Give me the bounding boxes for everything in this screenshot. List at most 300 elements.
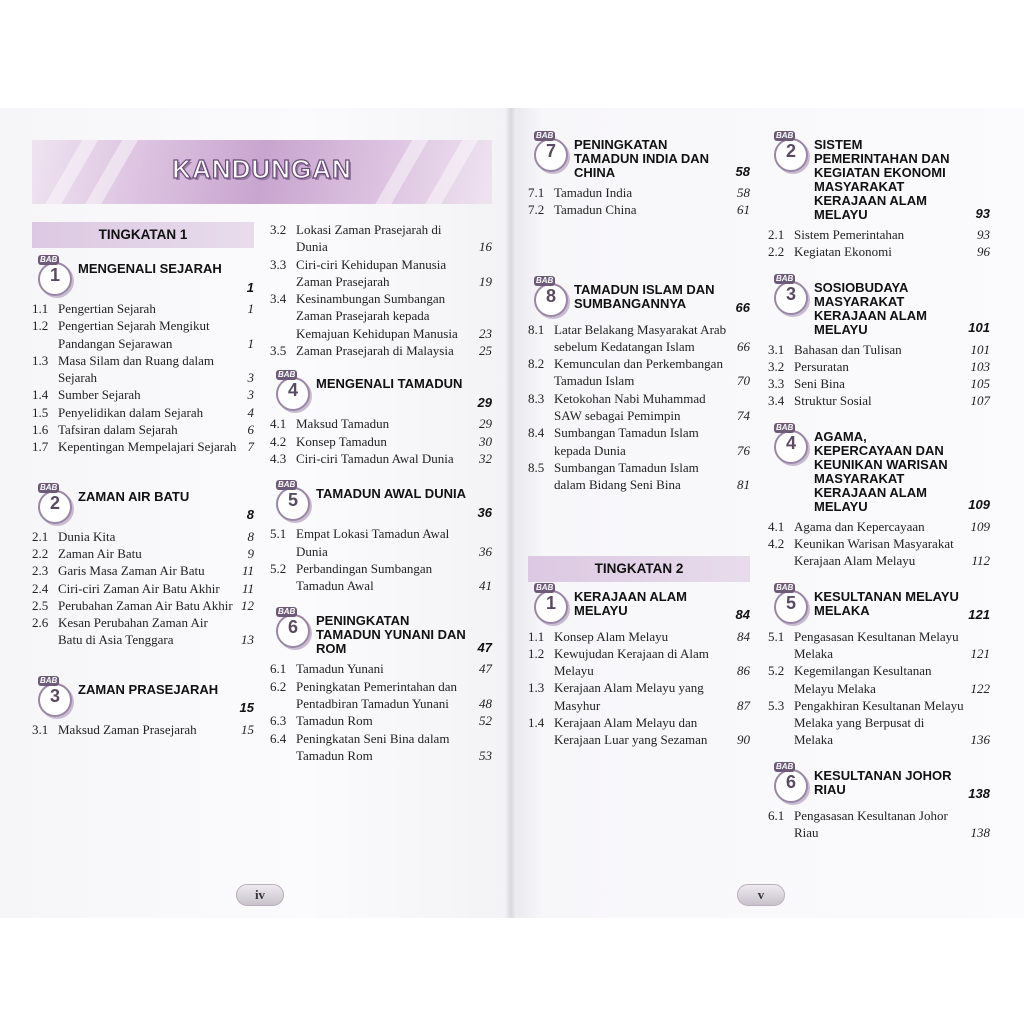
- entry-text: Konsep Alam Melayu: [554, 628, 669, 644]
- entry-page: 30: [479, 433, 492, 449]
- entry-page: 36: [479, 543, 492, 559]
- entry-text: Pengasasan Kesultanan Johor Riau: [794, 807, 948, 841]
- chapter-badge: [38, 675, 72, 717]
- chapter-number: 4: [785, 432, 796, 453]
- toc-entry[interactable]: [768, 226, 990, 243]
- chapter-page: 36: [477, 504, 492, 520]
- toc-column-3: [528, 132, 750, 749]
- entry-number: 8.3: [528, 390, 545, 406]
- chapter-title: MENGENALI SEJARAH: [78, 261, 222, 276]
- chapter-title: SISTEM PEMERINTAHAN DAN KEGIATAN EKONOMI MASYARAKAT KERAJAAN ALAM MELAYU: [814, 137, 950, 222]
- entry-text: Dunia Kita: [58, 528, 116, 544]
- entry-text: Tamadun Rom: [296, 713, 373, 729]
- chapter-title: KESULTANAN JOHOR RIAU: [814, 767, 952, 797]
- chapter-badge: [38, 255, 72, 296]
- toc-entry[interactable]: [528, 184, 750, 201]
- entry-number: 3.1: [768, 341, 785, 357]
- bab-tag: BAB: [40, 255, 58, 264]
- entry-number: 1.1: [32, 301, 49, 316]
- entry-text: Zaman Prasejarah di Malaysia: [296, 343, 454, 359]
- entry-number: 6.3: [270, 713, 287, 729]
- entry-text: Kesinambungan Sumbangan Zaman Prasejarah kepada Kemajuan Kehidupan Manusia: [296, 291, 458, 341]
- chapter-title: ZAMAN PRASEJARAH: [78, 681, 219, 697]
- level-heading: TINGKATAN 2: [528, 556, 750, 582]
- chapter-page: 138: [968, 786, 990, 802]
- page-title: KANDUNGAN: [172, 154, 352, 184]
- chapter-heading: [768, 424, 990, 514]
- toc-entry[interactable]: [32, 421, 254, 438]
- chapter-heading: [528, 584, 750, 624]
- entry-number: 8.2: [528, 356, 545, 372]
- entry-page: 41: [479, 578, 492, 594]
- entry-number: 1.5: [32, 404, 49, 420]
- chapter-page: 47: [477, 640, 492, 656]
- entry-text: Masa Silam dan Ruang dalam Sejarah: [58, 352, 214, 386]
- toc-column-2: [270, 221, 492, 764]
- chapter-heading: [32, 484, 254, 524]
- entry-text: Perbandingan Sumbangan Tamadun Awal: [296, 560, 433, 594]
- entry-text: Kesan Perubahan Zaman Air Batu di Asia Tenggara: [58, 615, 208, 648]
- chapter-badge: [276, 370, 310, 411]
- entry-text: Bahasan dan Tulisan: [794, 341, 902, 357]
- toc-entry[interactable]: [768, 243, 990, 260]
- entry-page: 66: [737, 338, 750, 354]
- entry-text: Peningkatan Pemerintahan dan Pentadbiran Tamadun Yunani: [296, 678, 458, 712]
- toc-entry[interactable]: [768, 375, 990, 392]
- entry-page: 74: [737, 408, 750, 424]
- entry-number: 5.1: [270, 526, 287, 542]
- bab-tag: BAB: [536, 131, 554, 140]
- toc-entry[interactable]: [32, 317, 254, 352]
- toc-entry[interactable]: [528, 321, 750, 356]
- chapter-heading: [528, 132, 750, 180]
- chapter-number: 3: [49, 685, 60, 706]
- chapter-block: [270, 371, 492, 467]
- chapter-heading: [32, 256, 254, 296]
- toc-entry[interactable]: [768, 341, 990, 358]
- toc-entry[interactable]: [32, 438, 254, 455]
- toc-entry[interactable]: [32, 300, 254, 317]
- entry-text: Empat Lokasi Tamadun Awal Dunia: [296, 526, 450, 559]
- entry-number: 3.4: [270, 291, 287, 307]
- entry-list: [768, 518, 990, 570]
- bab-tag: BAB: [40, 675, 58, 685]
- chapter-block: [528, 132, 750, 219]
- chapter-badge: [774, 273, 808, 315]
- entry-text: Sistem Pemerintahan: [794, 227, 905, 242]
- entry-page: 86: [737, 663, 750, 679]
- entry-number: 1.3: [32, 352, 49, 368]
- entry-page: 61: [737, 202, 750, 218]
- book-gutter: [505, 108, 517, 918]
- entry-text: Peningkatan Seni Bina dalam Tamadun Rom: [296, 730, 450, 763]
- toc-column-4: [768, 132, 990, 841]
- entry-page: 13: [241, 632, 254, 648]
- entry-number: 5.2: [270, 560, 287, 576]
- entry-text: Sumbangan Tamadun Islam kepada Dunia: [554, 425, 699, 458]
- entry-number: 3.5: [270, 343, 287, 359]
- toc-entry[interactable]: [270, 290, 492, 342]
- toc-entry[interactable]: [768, 697, 990, 749]
- toc-entry[interactable]: [768, 628, 990, 663]
- entry-number: 7.2: [528, 202, 545, 218]
- entry-text: Keunikan Warisan Masyarakat Kerajaan Alam Melayu: [794, 536, 954, 569]
- entry-number: 2.4: [32, 580, 49, 596]
- chapter-heading: [768, 584, 990, 624]
- chapter-number: 6: [785, 771, 796, 792]
- chapter-block: [270, 481, 492, 594]
- toc-entry[interactable]: [528, 459, 750, 494]
- bab-tag: BAB: [776, 422, 794, 432]
- toc-entry[interactable]: [528, 628, 750, 645]
- entry-page: 103: [970, 358, 990, 374]
- entry-text: Ciri-ciri Zaman Air Batu Akhir: [58, 580, 220, 596]
- chapter-page: 8: [246, 507, 254, 523]
- entry-number: 5.1: [768, 628, 785, 644]
- toc-entry[interactable]: [528, 679, 750, 714]
- entry-text: Kegemilangan Kesultanan Melayu Melaka: [794, 663, 932, 696]
- entry-number: 4.1: [768, 518, 785, 534]
- bab-tag: BAB: [536, 582, 554, 592]
- entry-text: Tamadun Yunani: [296, 661, 384, 677]
- toc-entry[interactable]: [270, 433, 492, 450]
- bab-tag: BAB: [776, 273, 794, 283]
- entry-page: 48: [479, 696, 492, 712]
- entry-number: 5.2: [768, 663, 785, 679]
- entry-text: Kepentingan Mempelajari Sejarah: [58, 439, 237, 455]
- entry-text: Sumber Sejarah: [58, 387, 141, 403]
- chapter-page: 93: [975, 205, 990, 221]
- entry-page: 101: [970, 341, 990, 357]
- entry-page: 19: [479, 273, 492, 289]
- chapter-badge: [774, 761, 808, 803]
- entry-number: 6.1: [270, 661, 287, 677]
- entry-page: 87: [737, 697, 750, 713]
- toc-entry[interactable]: [32, 528, 254, 545]
- chapter-badge: [534, 582, 568, 624]
- chapter-block: [270, 221, 492, 359]
- toc-entry[interactable]: [768, 662, 990, 697]
- entry-page: 11: [241, 580, 254, 596]
- toc-entry[interactable]: [32, 404, 254, 421]
- chapter-number: 5: [287, 490, 298, 511]
- entry-page: 9: [247, 545, 254, 561]
- entry-number: 2.1: [768, 227, 785, 242]
- entry-text: Konsep Tamadun: [296, 433, 387, 449]
- toc-entry[interactable]: [768, 807, 990, 842]
- contents-banner: [32, 140, 492, 204]
- entry-text: Pengakhiran Kesultanan Melayu Melaka yang Berpusat di Melaka: [794, 697, 964, 748]
- toc-entry[interactable]: [32, 614, 254, 649]
- entry-page: 1: [247, 301, 254, 316]
- entry-page: 81: [737, 477, 750, 493]
- entry-list: [768, 628, 990, 749]
- toc-entry[interactable]: [32, 721, 254, 738]
- chapter-page: 66: [735, 300, 750, 316]
- chapter-block: [768, 275, 990, 410]
- entry-text: Kerajaan Alam Melayu yang Masyhur: [554, 680, 704, 713]
- toc-column-1: [32, 222, 254, 738]
- chapter-number: 5: [785, 592, 796, 613]
- chapter-badge: [534, 275, 568, 317]
- bab-tag: BAB: [536, 275, 554, 285]
- chapter-title: AGAMA, KEPERCAYAAN DAN KEUNIKAN WARISAN MASYARAKAT KERAJAAN ALAM MELAYU: [814, 428, 948, 514]
- toc-entry[interactable]: [528, 714, 750, 749]
- chapter-block: [528, 584, 750, 749]
- chapter-block: [32, 256, 254, 456]
- chapter-title: MENGENALI TAMADUN: [316, 376, 463, 392]
- chapter-title: KESULTANAN MELAYU MELAKA: [814, 588, 959, 618]
- chapter-number: 2: [49, 492, 60, 513]
- entry-text: Kegiatan Ekonomi: [794, 244, 892, 260]
- bab-tag: BAB: [776, 131, 794, 140]
- toc-entry[interactable]: [270, 560, 492, 595]
- toc-entry[interactable]: [768, 518, 990, 535]
- chapter-heading: [32, 677, 254, 717]
- entry-page: 3: [247, 370, 254, 386]
- entry-number: 6.1: [768, 807, 785, 823]
- entry-number: 7.1: [528, 185, 545, 200]
- chapter-heading: [528, 277, 750, 317]
- entry-text: Zaman Air Batu: [58, 545, 142, 561]
- toc-entry[interactable]: [270, 450, 492, 467]
- toc-entry[interactable]: [528, 390, 750, 425]
- entry-text: Tamadun India: [554, 185, 633, 200]
- entry-number: 4.2: [768, 536, 785, 552]
- chapter-block: [768, 763, 990, 842]
- entry-list: [528, 184, 750, 219]
- entry-page: 1: [247, 335, 254, 351]
- entry-page: 16: [479, 239, 492, 255]
- entry-list: [32, 300, 254, 456]
- entry-number: 1.4: [32, 387, 49, 403]
- toc-entry[interactable]: [32, 597, 254, 614]
- chapter-block: [768, 424, 990, 570]
- toc-entry[interactable]: [528, 355, 750, 390]
- toc-entry[interactable]: [270, 730, 492, 765]
- entry-page: 15: [241, 721, 254, 737]
- entry-page: 122: [970, 680, 990, 696]
- chapter-page: 1: [246, 279, 254, 295]
- entry-page: 93: [977, 227, 990, 242]
- entry-text: Tamadun China: [554, 202, 637, 218]
- entry-text: Ketokohan Nabi Muhammad SAW sebagai Pemimpin: [554, 390, 706, 424]
- entry-text: Perubahan Zaman Air Batu Akhir: [58, 597, 233, 613]
- chapter-title: PENINGKATAN TAMADUN YUNANI DAN ROM: [316, 613, 466, 657]
- entry-text: Kewujudan Kerajaan di Alam Melayu: [554, 645, 709, 679]
- entry-number: 1.2: [32, 318, 49, 334]
- entry-page: 47: [479, 661, 492, 677]
- toc-entry[interactable]: [32, 580, 254, 597]
- chapter-title: ZAMAN AIR BATU: [78, 488, 190, 504]
- entry-list: [270, 221, 492, 359]
- toc-entry[interactable]: [32, 386, 254, 403]
- toc-entry[interactable]: [768, 358, 990, 375]
- entry-number: 3.3: [270, 256, 287, 272]
- chapter-badge: [276, 480, 310, 521]
- chapter-heading: [768, 275, 990, 337]
- toc-entry[interactable]: [270, 678, 492, 713]
- toc-entry[interactable]: [270, 342, 492, 359]
- chapter-badge: [774, 422, 808, 464]
- chapter-title: KERAJAAN ALAM MELAYU: [574, 588, 687, 618]
- entry-number: 1.4: [528, 715, 545, 731]
- toc-entry[interactable]: [270, 415, 492, 432]
- bab-tag: BAB: [776, 582, 794, 592]
- entry-page: 12: [241, 597, 254, 613]
- level-heading: TINGKATAN 1: [32, 222, 254, 248]
- chapter-page: 15: [239, 700, 254, 716]
- entry-number: 4.2: [270, 433, 287, 449]
- entry-page: 25: [479, 343, 492, 359]
- entry-number: 8.5: [528, 459, 545, 475]
- entry-page: 3: [247, 387, 254, 403]
- page-number-left: iv: [236, 884, 284, 906]
- chapter-block: [768, 584, 990, 749]
- entry-list: [270, 525, 492, 594]
- entry-number: 2.2: [768, 244, 785, 260]
- chapter-number: 1: [545, 592, 556, 613]
- entry-number: 6.2: [270, 678, 287, 694]
- entry-page: 105: [970, 376, 990, 392]
- chapter-badge: [534, 131, 568, 172]
- entry-page: 136: [970, 732, 990, 748]
- entry-list: [270, 415, 492, 467]
- chapter-badge: [774, 131, 808, 172]
- chapter-page: 101: [968, 320, 990, 336]
- entry-page: 23: [479, 325, 492, 341]
- entry-number: 3.1: [32, 721, 49, 737]
- chapter-number: 7: [545, 141, 556, 161]
- toc-entry[interactable]: [528, 424, 750, 459]
- entry-page: 8: [247, 528, 254, 544]
- chapter-number: 6: [287, 617, 298, 638]
- entry-text: Penyelidikan dalam Sejarah: [58, 404, 204, 420]
- entry-text: Struktur Sosial: [794, 393, 872, 409]
- chapter-page: 29: [477, 395, 492, 411]
- chapter-heading: [270, 371, 492, 411]
- entry-number: 3.3: [768, 376, 785, 392]
- entry-text: Ciri-ciri Kehidupan Manusia Zaman Prasejarah: [296, 256, 447, 289]
- toc-entry[interactable]: [270, 712, 492, 729]
- chapter-block: [270, 608, 492, 764]
- toc-entry[interactable]: [270, 660, 492, 677]
- toc-entry[interactable]: [270, 525, 492, 560]
- chapter-block: [32, 677, 254, 738]
- entry-page: 11: [241, 563, 254, 579]
- entry-text: Maksud Tamadun: [296, 416, 390, 432]
- chapter-heading: [270, 481, 492, 521]
- toc-entry[interactable]: [270, 256, 492, 291]
- chapter-heading: [270, 608, 492, 656]
- entry-page: 84: [737, 628, 750, 644]
- entry-list: [32, 528, 254, 649]
- entry-text: Sumbangan Tamadun Islam dalam Bidang Seni Bina: [554, 459, 699, 493]
- toc-entry[interactable]: [32, 562, 254, 579]
- entry-text: Pengertian Sejarah: [58, 301, 156, 316]
- entry-number: 1.6: [32, 422, 49, 438]
- entry-page: 107: [970, 393, 990, 409]
- bab-tag: BAB: [278, 370, 296, 380]
- entry-page: 4: [247, 404, 254, 420]
- entry-page: 7: [247, 439, 254, 455]
- bab-tag: BAB: [40, 482, 58, 492]
- bab-tag: BAB: [278, 607, 296, 617]
- bab-tag: BAB: [776, 761, 794, 771]
- entry-page: 112: [971, 553, 990, 569]
- entry-text: Kerajaan Alam Melayu dan Kerajaan Luar yang Sezaman: [554, 715, 708, 748]
- entry-text: Tafsiran dalam Sejarah: [58, 422, 178, 438]
- entry-number: 1.3: [528, 680, 545, 696]
- entry-list: [32, 721, 254, 738]
- entry-text: Ciri-ciri Tamadun Awal Dunia: [296, 450, 454, 466]
- entry-page: 53: [479, 747, 492, 763]
- entry-list: [528, 628, 750, 749]
- chapter-block: [32, 484, 254, 649]
- entry-page: 32: [479, 450, 492, 466]
- toc-entry[interactable]: [32, 352, 254, 387]
- toc-entry[interactable]: [528, 201, 750, 218]
- chapter-title: TAMADUN ISLAM DAN SUMBANGANNYA: [574, 281, 715, 311]
- toc-entry[interactable]: [768, 535, 990, 570]
- entry-page: 58: [737, 185, 750, 200]
- entry-number: 3.2: [768, 358, 785, 374]
- toc-entry[interactable]: [32, 545, 254, 562]
- entry-list: [270, 660, 492, 764]
- entry-page: 29: [479, 416, 492, 432]
- chapter-number: 4: [287, 380, 298, 401]
- toc-entry[interactable]: [528, 645, 750, 680]
- entry-text: Garis Masa Zaman Air Batu: [58, 563, 205, 579]
- entry-number: 1.7: [32, 439, 49, 455]
- entry-text: Kemunculan dan Perkembangan Tamadun Islam: [554, 356, 723, 389]
- entry-number: 8.1: [528, 321, 545, 337]
- entry-number: 1.1: [528, 628, 545, 644]
- toc-entry[interactable]: [270, 221, 492, 256]
- entry-page: 70: [737, 373, 750, 389]
- chapter-number: 2: [785, 141, 796, 161]
- chapter-badge: [38, 482, 72, 524]
- entry-number: 1.2: [528, 645, 545, 661]
- entry-page: 6: [247, 422, 254, 438]
- chapter-heading: [768, 132, 990, 222]
- entry-number: 4.3: [270, 450, 287, 466]
- entry-page: 109: [970, 518, 990, 534]
- entry-list: [768, 226, 990, 261]
- entry-text: Pengasasan Kesultanan Melayu Melaka: [794, 628, 959, 661]
- entry-page: 90: [737, 732, 750, 748]
- chapter-number: 8: [545, 285, 556, 306]
- toc-entry[interactable]: [768, 392, 990, 409]
- chapter-block: [528, 277, 750, 494]
- entry-list: [768, 341, 990, 410]
- entry-text: Persuratan: [794, 358, 849, 374]
- page-number-right: v: [737, 884, 785, 906]
- entry-list: [768, 807, 990, 842]
- entry-number: 3.4: [768, 393, 785, 409]
- entry-number: 2.3: [32, 563, 49, 579]
- chapter-page: 84: [735, 607, 750, 623]
- entry-page: 96: [977, 244, 990, 260]
- chapter-title: TAMADUN AWAL DUNIA: [316, 486, 466, 502]
- entry-page: 121: [970, 645, 990, 661]
- chapter-title: PENINGKATAN TAMADUN INDIA DAN CHINA: [574, 137, 710, 180]
- entry-page: 138: [970, 825, 990, 841]
- chapter-number: 1: [49, 265, 60, 285]
- chapter-title: SOSIOBUDAYA MASYARAKAT KERAJAAN ALAM MELAYU: [814, 279, 927, 337]
- entry-text: Pengertian Sejarah Mengikut Pandangan Sejarawan: [58, 318, 210, 351]
- entry-number: 6.4: [270, 730, 287, 746]
